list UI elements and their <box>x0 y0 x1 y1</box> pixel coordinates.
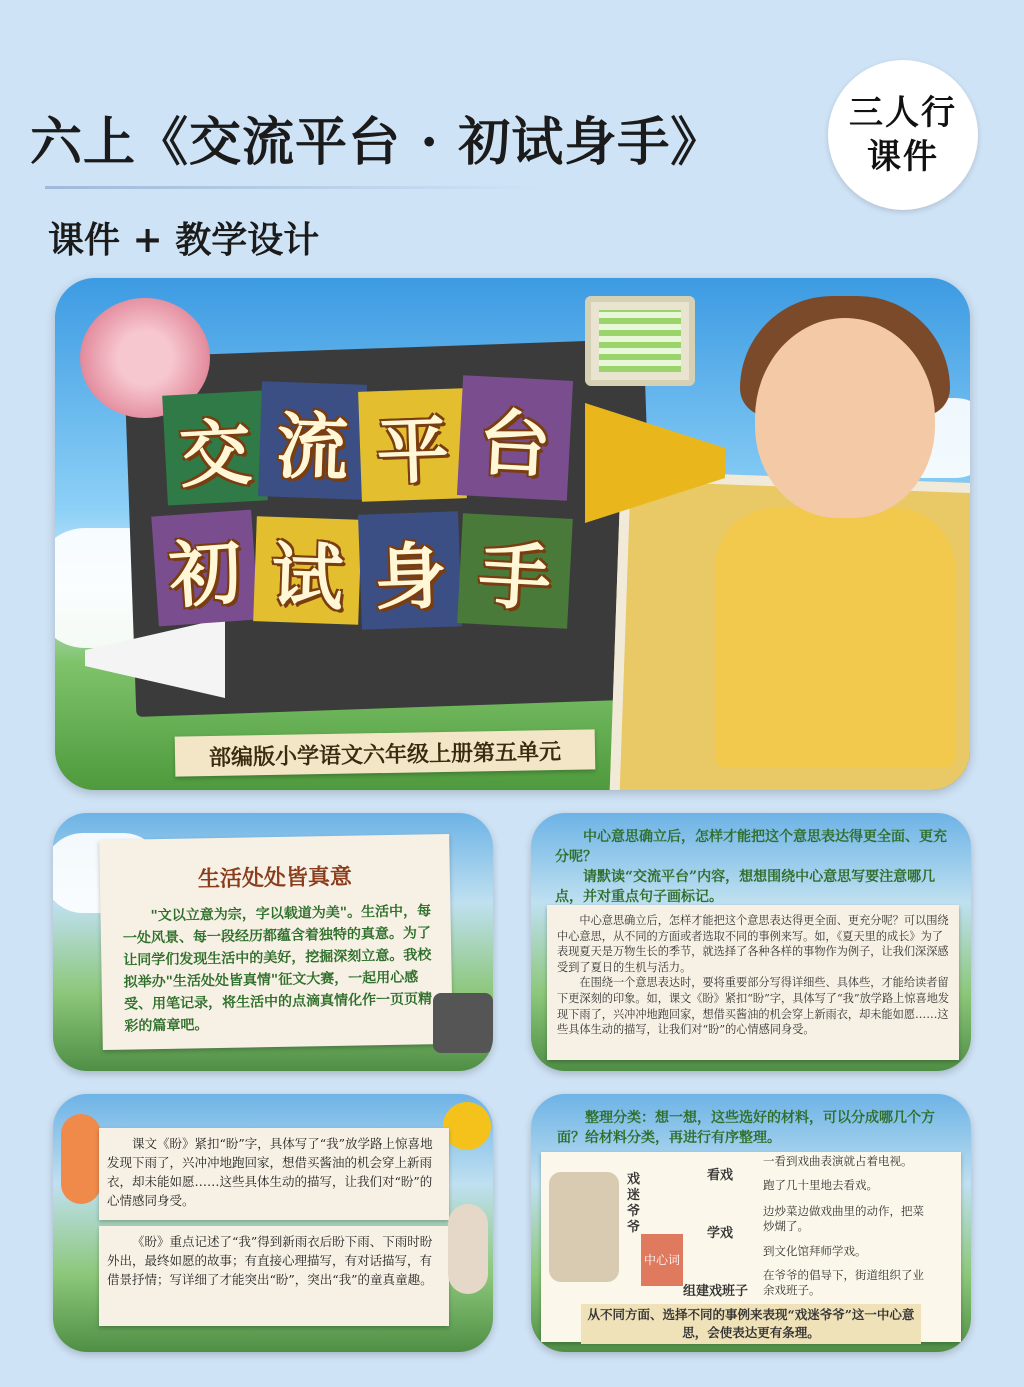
body-paragraph-2: 在围绕一个意思表达时，要将重要部分写得详细些、具体些，才能给读者留下更深刻的印象。如，课文《盼》紧扣“盼”字，具体写了“我”放学路上惊喜地发现下雨了，兴冲冲地跑回家，想借买酱油的机会穿上新雨衣，却未能如愿……这些具体生动的描写，让我们对“盼”的心情感同身受。 <box>557 976 950 1037</box>
brand-badge <box>828 60 978 210</box>
title-tile: 台 <box>457 375 573 501</box>
badge-line-2: 课件 <box>867 137 939 177</box>
grandpa-image <box>549 1172 619 1282</box>
slide-summary: 从不同方面、选择不同的事例来表现“戏迷爷爷”这一中心意思，会使表达更有条理。 <box>581 1304 921 1344</box>
category-item: 到文化馆拜师学戏。 <box>763 1244 867 1258</box>
badge-line-1: 三人行 <box>849 93 957 133</box>
paper-card <box>99 1226 449 1326</box>
paper-card <box>547 905 959 1060</box>
paper-card <box>99 1128 449 1220</box>
running-boy-image <box>61 1114 101 1204</box>
title-tile: 初 <box>151 510 258 627</box>
slide-thumbnail-2[interactable] <box>531 813 971 1071</box>
girl-character-face <box>755 318 935 518</box>
slide-prompt: 整理分类：想一想，这些选好的材料，可以分成哪几个方面？给材料分类，再进行有序整理。 <box>557 1110 935 1146</box>
slide-body-text: 课文《盼》紧扣“盼”字，具体写了“我”放学路上惊喜地发现下雨了，兴冲冲地跑回家，想借买酱油的机会穿上新雨衣，却未能如愿……这些具体生动的描写，让我们对“盼”的心情感同身受。 <box>107 1136 433 1208</box>
slide-prompt <box>555 827 955 907</box>
category-item: 边炒菜边做戏曲里的动作，把菜炒煳了。 <box>763 1204 924 1233</box>
page-title: 六上《交流平台 · 初试身手》 <box>30 112 724 173</box>
retro-computer-image <box>585 296 695 386</box>
category-label: 看戏 <box>707 1168 734 1183</box>
slide-body-text: 《盼》重点记述了“我”得到新雨衣后盼下雨、下雨时盼外出，最终如愿的故事；有直接心理描写，有对话描写，有借景抒情；写详细了才能突出“盼”，突出“我”的童真童趣。 <box>107 1234 433 1287</box>
paper-card <box>99 834 453 1050</box>
title-tile: 身 <box>358 511 462 629</box>
center-word-tag: 中心词 <box>641 1234 683 1286</box>
title-tile: 手 <box>457 513 573 629</box>
page-subtitle: 课件 + 教学设计 <box>48 219 320 261</box>
category-item: 跑了几十里地去看戏。 <box>763 1178 878 1192</box>
title-tile: 试 <box>253 516 362 625</box>
slide-thumbnail-1[interactable] <box>53 813 493 1071</box>
category-item: 一看到戏曲表演就占着电视。 <box>763 1154 913 1168</box>
hero-caption: 部编版小学语文六年级上册第五单元 <box>175 729 596 776</box>
category-label: 组建戏班子 <box>683 1284 749 1299</box>
category-item: 在爷爷的倡导下，街道组织了业余戏班子。 <box>763 1268 924 1297</box>
prompt-line-2: 请默读“交流平台”内容，想想围绕中心意思写要注意哪几点，并对重点句子画标记。 <box>555 869 936 905</box>
slide-body-text <box>557 913 951 1038</box>
slide-body-text: "文以立意为宗，字以载道为美"。生活中，每一处风景、每一段经历都蕴含着独特的真意。为了让同学们发现生活中的美好，挖掘深刻立意。我校拟举办"生活处处皆真情"征文大赛，一起用心感受、用笔记录，将生活中的点滴真情化作一页页精彩的篇章吧。 <box>122 903 433 1035</box>
title-tile: 流 <box>258 381 367 500</box>
title-divider <box>45 186 545 189</box>
prompt-line-1: 中心意思确立后，怎样才能把这个意思表达得更全面、更充分呢？ <box>555 829 947 865</box>
category-label: 学戏 <box>707 1226 734 1241</box>
title-tile: 交 <box>162 390 268 505</box>
theme-label: 戏迷爷爷 <box>627 1172 641 1235</box>
sunflower-image <box>443 1102 491 1150</box>
slide-thumbnail-4[interactable] <box>531 1094 971 1352</box>
title-tile: 平 <box>358 388 467 502</box>
slide-heading: 生活处处皆真意 <box>197 863 353 893</box>
hero-slide[interactable] <box>55 278 970 790</box>
girl-image <box>448 1204 488 1294</box>
slide-thumbnail-3[interactable] <box>53 1094 493 1352</box>
body-paragraph-1: 中心意思确立后，怎样才能把这个意思表达得更全面、更充分呢？可以围绕中心意思，从不同的方面或者选取不同的事例来写。如，《夏天里的成长》为了表现夏天是万物生长的季节，就选择了各种各样的事物作为例子，让我们深深感受到了夏日的生机与活力。 <box>557 914 949 974</box>
girl-character-body <box>715 508 955 768</box>
camera-image <box>433 993 493 1053</box>
